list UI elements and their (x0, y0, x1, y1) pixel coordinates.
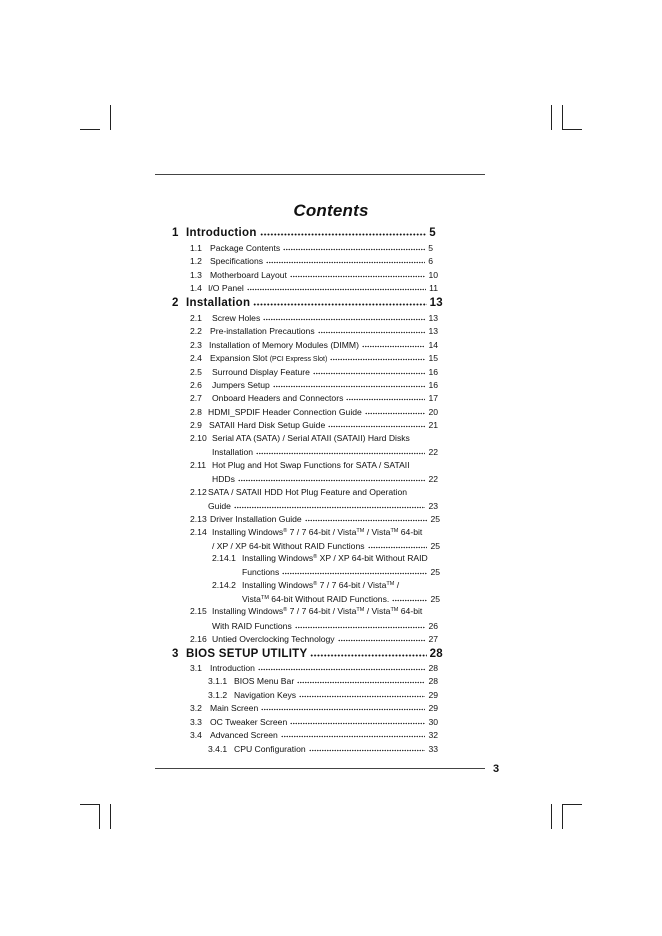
toc-entry-2-12-line1[interactable] (190, 487, 407, 498)
toc-leader (365, 407, 426, 416)
toc-number: 2.5 (190, 367, 202, 377)
toc-leader (253, 297, 426, 307)
toc-title: Pre-installation Precautions (210, 326, 315, 336)
toc-leader (318, 326, 426, 335)
toc-entry-2-14-1-line2[interactable] (242, 566, 440, 578)
header-rule (155, 174, 485, 175)
toc-page: 15 (428, 353, 438, 363)
toc-title: Surround Display Feature (212, 367, 310, 377)
toc-entry-3-4[interactable] (190, 729, 438, 741)
toc-number: 2.8 (190, 407, 202, 417)
toc-page: 30 (428, 717, 438, 727)
toc-page: 23 (428, 501, 438, 511)
toc-entry-2-2[interactable] (190, 325, 438, 337)
toc-title-part: XP / XP 64-bit Without RAID (319, 553, 428, 563)
toc-title: 64-bit Without RAID Functions. (271, 594, 390, 604)
toc-page: 5 (429, 227, 436, 239)
toc-page: 17 (428, 393, 438, 403)
toc-entry-2-1[interactable] (190, 312, 438, 324)
toc-title: Driver Installation Guide (210, 514, 302, 524)
toc-leader (260, 227, 427, 237)
registered-mark: ® (313, 553, 318, 560)
toc-title: Package Contents (210, 243, 281, 253)
toc-page: 22 (428, 447, 438, 457)
trademark-mark: TM (390, 606, 399, 613)
toc-title: CPU Configuration (234, 744, 306, 754)
toc-number: 2.3 (190, 340, 202, 350)
toc-title-part: 7 / 7 64-bit / Vista (289, 527, 357, 537)
toc-number: 1.1 (190, 243, 202, 253)
toc-entry-2-5[interactable] (190, 366, 438, 378)
toc-title-note: (PCI Express Slot) (269, 356, 328, 363)
toc-entry-1-2[interactable] (190, 255, 433, 267)
toc-leader (290, 270, 426, 279)
toc-number: 3.1.1 (208, 676, 228, 686)
toc-entry-2-10-line1[interactable] (190, 433, 410, 444)
toc-entry-2-10-line2[interactable] (212, 446, 438, 458)
toc-entry-2-8[interactable] (190, 406, 438, 418)
toc-title-part: 7 / 7 64-bit / Vista (289, 606, 357, 616)
toc-number: 2.1 (190, 313, 202, 323)
toc-chapter-3[interactable] (172, 647, 443, 660)
toc-title-part: / Vista (366, 606, 391, 616)
registered-mark: ® (283, 527, 288, 534)
toc-title-part: / (396, 580, 400, 590)
toc-title: Navigation Keys (234, 690, 297, 700)
toc-entry-1-4[interactable] (190, 282, 438, 294)
toc-leader (282, 567, 427, 576)
toc-entry-2-6[interactable] (190, 379, 438, 391)
toc-title-part: Vista (242, 594, 261, 604)
toc-page: 29 (428, 703, 438, 713)
toc-entry-2-7[interactable] (190, 392, 438, 404)
toc-title: Onboard Headers and Connectors (212, 393, 344, 403)
toc-chapter-2[interactable] (172, 296, 443, 309)
toc-title: I/O Panel (208, 283, 244, 293)
toc-title-part: 7 / 7 64-bit / Vista (319, 580, 387, 590)
toc-entry-2-14-2-line2[interactable] (242, 593, 440, 607)
toc-title-part: Installing Windows (242, 553, 314, 563)
trademark-mark: TM (386, 580, 395, 587)
toc-page: 25 (430, 594, 440, 604)
toc-title: Hot Plug and Hot Swap Functions for SATA / SATAII (212, 460, 410, 470)
toc-leader (258, 663, 426, 672)
toc-leader (238, 474, 426, 483)
toc-page: 13 (429, 297, 443, 309)
toc-number: 2.7 (190, 393, 202, 403)
toc-page: 33 (428, 744, 438, 754)
toc-title: Serial ATA (SATA) / Serial ATAII (SATAII) Hard Disks (212, 433, 410, 443)
toc-title: Installation (212, 447, 254, 457)
toc-number: 1.4 (190, 283, 202, 293)
crop-mark-bl-v (110, 804, 111, 829)
toc-entry-2-9[interactable] (190, 419, 438, 431)
toc-page: 20 (428, 407, 438, 417)
registered-mark: ® (283, 606, 288, 613)
toc-page: 16 (428, 367, 438, 377)
toc-page: 21 (428, 420, 438, 430)
toc-page: 22 (428, 474, 438, 484)
toc-number: 2.9 (190, 420, 202, 430)
toc-number: 2.14 (190, 527, 207, 537)
toc-page: 28 (429, 648, 443, 660)
toc-title: BIOS Menu Bar (234, 676, 295, 686)
page-title: Contents (293, 201, 369, 220)
toc-page: 32 (428, 730, 438, 740)
trademark-mark: TM (390, 527, 399, 534)
toc-title: Introduction (186, 227, 257, 239)
toc-number: 2.16 (190, 634, 207, 644)
toc-number: 3.4.1 (208, 744, 228, 754)
toc-number: 2.13 (190, 514, 207, 524)
toc-number: 3.1 (190, 663, 202, 673)
crop-mark-bl-h (80, 804, 100, 805)
toc-title: Guide (208, 501, 231, 511)
toc-title: Introduction (210, 663, 255, 673)
toc-page: 28 (428, 676, 438, 686)
page-number: 3 (493, 763, 500, 775)
toc-title-part: Installing Windows (212, 606, 284, 616)
toc-title-part: 64-bit (400, 527, 423, 537)
toc-number: 3 (172, 648, 179, 660)
toc-page: 13 (428, 313, 438, 323)
footer-rule (155, 768, 485, 769)
toc-number: 1.3 (190, 270, 202, 280)
crop-mark-tl-v (110, 105, 111, 130)
toc-number: 3.2 (190, 703, 202, 713)
toc-page: 27 (428, 634, 438, 644)
toc-page: 5 (428, 243, 433, 253)
toc-entry-3-3[interactable] (190, 716, 438, 728)
toc-entry-3-1-1[interactable] (208, 675, 438, 687)
toc-entry-2-14-2-line1[interactable] (212, 580, 399, 593)
toc-leader (362, 340, 425, 349)
toc-title: Jumpers Setup (212, 380, 270, 390)
registered-mark: ® (313, 580, 318, 587)
toc-leader (392, 594, 427, 603)
crop-mark-br-v2 (562, 804, 563, 829)
toc-entry-2-4[interactable] (190, 352, 438, 365)
toc-leader (281, 730, 426, 739)
toc-number: 1.2 (190, 256, 202, 266)
toc-title: Specifications (210, 256, 264, 266)
toc-page: 25 (430, 514, 440, 524)
toc-entry-2-3[interactable] (190, 339, 438, 351)
toc-title: HDMI_SPDIF Header Connection Guide (208, 407, 362, 417)
toc-page: 14 (428, 340, 438, 350)
toc-page: 13 (428, 326, 438, 336)
toc-title: Motherboard Layout (210, 270, 287, 280)
toc-title: With RAID Functions (212, 621, 292, 631)
toc-title: SATA / SATAII HDD Hot Plug Feature and Operation (208, 487, 408, 497)
toc-leader (247, 283, 426, 292)
toc-entry-2-14-line1[interactable] (190, 527, 422, 540)
toc-entry-2-14-line2[interactable] (212, 540, 440, 552)
toc-leader (338, 634, 426, 643)
toc-title: HDDs (212, 474, 235, 484)
toc-page: 28 (428, 663, 438, 673)
toc-title-part: / Vista (366, 527, 391, 537)
toc-leader (299, 690, 425, 699)
toc-leader (263, 313, 425, 322)
toc-leader (261, 703, 425, 712)
crop-mark-tr-h (562, 129, 582, 130)
toc-title: / XP / XP 64-bit Without RAID Functions (212, 541, 365, 551)
toc-leader (283, 243, 425, 252)
toc-number: 2.12 (190, 487, 207, 497)
toc-number: 3.4 (190, 730, 202, 740)
trademark-mark: TM (356, 527, 365, 534)
toc-page: 26 (428, 621, 438, 631)
trademark-mark: TM (356, 606, 365, 613)
toc-number: 1 (172, 227, 179, 239)
toc-page: 11 (429, 283, 438, 293)
toc-entry-3-2[interactable] (190, 702, 438, 714)
crop-mark-br-h (562, 804, 582, 805)
toc-number: 3.1.2 (208, 690, 228, 700)
toc-number: 2 (172, 297, 179, 309)
toc-number: 2.4 (190, 353, 202, 363)
toc-number: 2.11 (190, 460, 207, 470)
toc-leader (346, 393, 425, 402)
trademark-mark: TM (260, 594, 269, 601)
toc-entry-3-1[interactable] (190, 662, 438, 674)
toc-number: 3.3 (190, 717, 202, 727)
toc-page: 6 (428, 256, 433, 266)
toc-leader (313, 367, 426, 376)
toc-title: OC Tweaker Screen (210, 717, 288, 727)
toc-leader (266, 256, 425, 265)
toc-entry-2-13[interactable] (190, 513, 440, 525)
toc-leader (305, 514, 428, 523)
toc-page: 16 (428, 380, 438, 390)
toc-entry-2-11-line1[interactable] (190, 460, 410, 471)
toc-title: Screw Holes (212, 313, 261, 323)
toc-number: 2.14.2 (212, 580, 236, 590)
toc-page: 25 (430, 567, 440, 577)
toc-number: 2.14.1 (212, 553, 236, 563)
toc-page: 10 (428, 270, 438, 280)
toc-title: BIOS SETUP UTILITY (186, 648, 308, 660)
toc-leader (309, 744, 426, 753)
toc-title: Untied Overclocking Technology (212, 634, 335, 644)
toc-number: 2.2 (190, 326, 202, 336)
toc-chapter-1[interactable] (172, 226, 436, 239)
toc-title: Expansion Slot (210, 353, 268, 363)
crop-mark-tl-h (80, 129, 100, 130)
toc-entry-3-4-1[interactable] (208, 743, 438, 755)
toc-entry-3-1-2[interactable] (208, 689, 438, 701)
toc-entry-2-11-line2[interactable] (212, 473, 438, 485)
toc-title: Installation of Memory Modules (DIMM) (209, 340, 359, 350)
toc-title: Functions (242, 567, 280, 577)
crop-mark-bl-v2 (99, 804, 100, 829)
toc-leader (234, 501, 426, 510)
toc-leader (310, 648, 426, 658)
toc-leader (297, 676, 425, 685)
toc-page: 25 (430, 541, 440, 551)
toc-number: 2.6 (190, 380, 202, 390)
toc-title: Installation (186, 297, 251, 309)
crop-mark-br-v (551, 804, 552, 829)
toc-entry-2-14-1-line1[interactable] (212, 553, 428, 566)
toc-title-part: 64-bit (400, 606, 423, 616)
toc-leader (328, 420, 425, 429)
toc-title-part: Installing Windows (212, 527, 284, 537)
toc-title-part: Installing Windows (242, 580, 314, 590)
toc-title: SATAII Hard Disk Setup Guide (209, 420, 326, 430)
toc-entry-2-16[interactable] (190, 633, 438, 645)
crop-mark-tr-v (551, 105, 552, 130)
toc-leader (368, 541, 428, 550)
toc-number: 2.10 (190, 433, 207, 443)
toc-page: 29 (428, 690, 438, 700)
toc-leader (295, 621, 426, 630)
toc-entry-2-12-line2[interactable] (208, 500, 438, 512)
toc-entry-2-15-line2[interactable] (212, 620, 438, 632)
toc-leader (330, 353, 425, 362)
toc-entry-1-3[interactable] (190, 269, 438, 281)
toc-entry-1-1[interactable] (190, 242, 433, 254)
toc-title: Main Screen (210, 703, 259, 713)
toc-entry-2-15-line1[interactable] (190, 606, 422, 619)
toc-title: Advanced Screen (210, 730, 278, 740)
crop-mark-tr-v2 (562, 105, 563, 130)
toc-leader (256, 447, 425, 456)
toc-leader (273, 380, 426, 389)
toc-number: 2.15 (190, 606, 207, 616)
toc-leader (290, 717, 425, 726)
